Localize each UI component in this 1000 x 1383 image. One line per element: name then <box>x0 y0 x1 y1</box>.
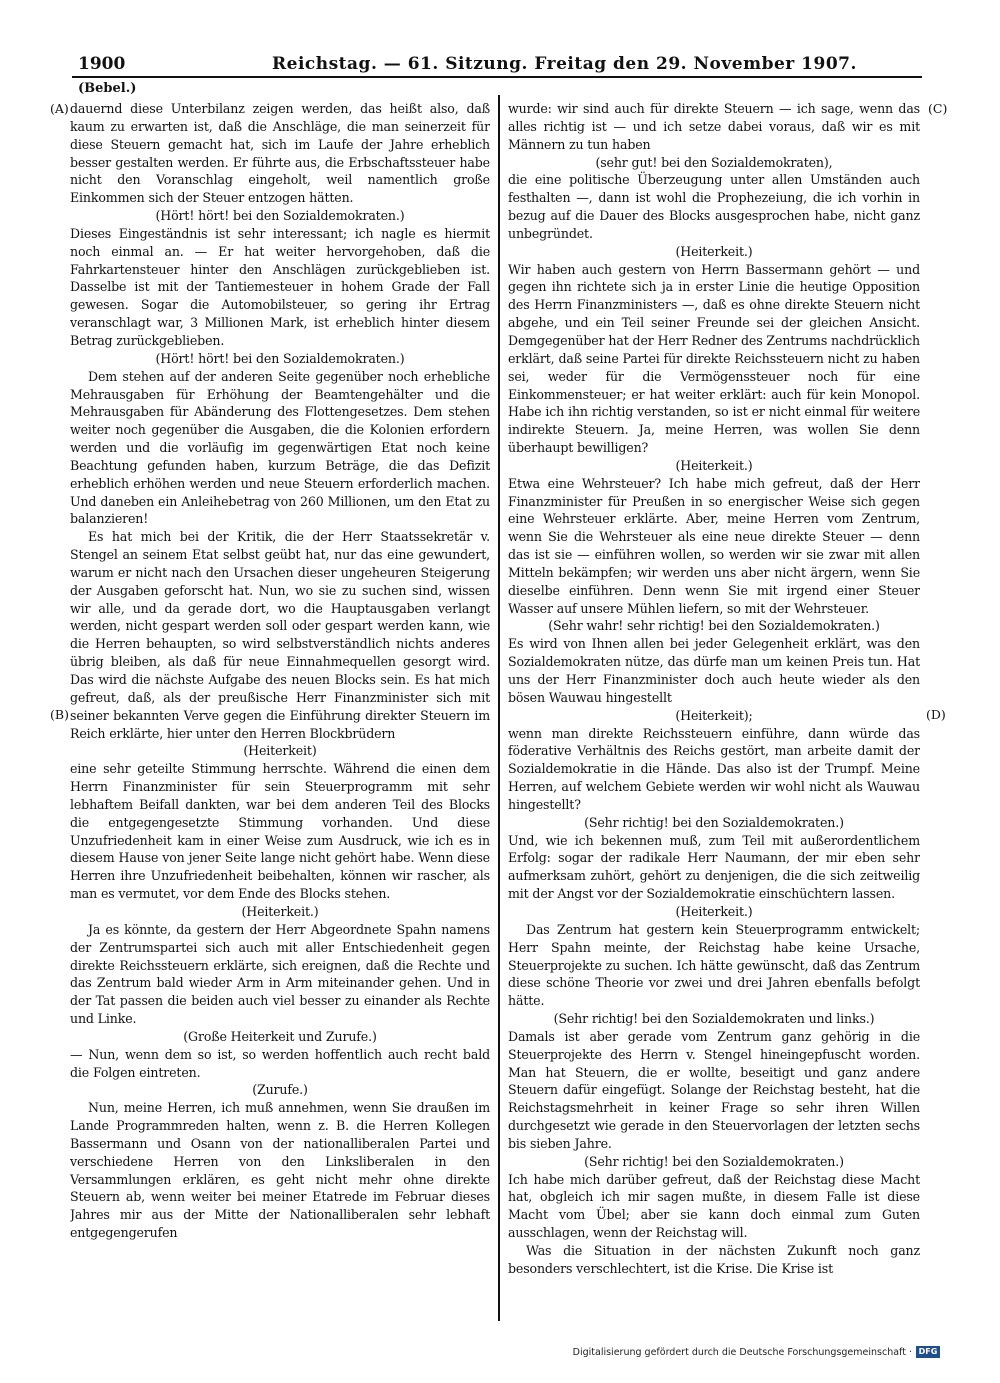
interjection: (Heiterkeit.) <box>675 243 753 259</box>
interjection: (Heiterkeit.) <box>675 903 753 919</box>
paragraph: Ich habe mich darüber gefreut, daß der Reichstag diese Macht hat, obgleich ich mir sagen mußte, in diesem Falle ist diese Macht vom Übel; aber sie kann doch einmal zum Guten ausschlagen, wenn der Reichstag will. <box>508 1171 920 1241</box>
paragraph: eine sehr geteilte Stimmung herrschte. Während die einen dem Herrn Finanzminister für sein Steuerprogramm mit sehr lebhaftem Beifall dankten, war bei dem anderen Teil des Blocks die entgegengesetzte Stimmung vorhanden. Und diese Unzufriedenheit kam in einer Weise zum Ausdruck, wie ich es in diesem Hause von jener Seite lange nicht gehört habe. Wenn diese Herren ihre Unzufriedenheit beibehalten, können wir rascher, als man es vermutet, vor dem Ende des Blocks stehen. <box>70 761 490 902</box>
left-column <box>70 100 490 1317</box>
paragraph: — Nun, wenn dem so ist, so werden hoffentlich auch recht bald die Folgen eintreten. <box>70 1046 490 1080</box>
paragraph: Damals ist aber gerade vom Zentrum ganz gehörig in die Steuerprojekte des Herrn v. Stengel hineingepfuscht worden. Man hat Steuern, die er wollte, beseitigt und ganz andere Steuern dafür eingefügt. Solange der Reichstag besteht, hat die Reichstagsmehrheit in keiner Frage so sehr ihren Willen durchgesetzt wie gerade in den Steuervorlagen der letzten sechs bis sieben Jahre. <box>508 1028 920 1151</box>
paragraph: Dem stehen auf der anderen Seite gegenüber noch erhebliche Mehrausgaben für Erhöhung der Beamtengehälter und die Mehrausgaben für Abänderung des Flottengesetzes. Dem stehen weiter noch gegenüber die Ausgaben, die die Kolonien erfordern werden und die vorläufig im gegenwärtigen Etat noch keine Beachtung gefunden haben, kurzum Beträge, die das Defizit erheblich erhöhen werden und neue Steuern erforderlich machen. Und daneben ein Anleihebetrag von 260 Millionen, um den Etat zu balanzieren! <box>70 368 490 527</box>
paragraph: dauernd diese Unterbilanz zeigen werden, das heißt also, daß kaum zu erwarten ist, daß die Anschläge, die man seinerzeit für diese Steuern gemacht hat, sich im Laufe der Jahre erheblich besser gestalten werden. Er führte aus, die Erbschaftssteuer habe nicht den Voranschlag eingeholt, weil namentlich große Einkommen sich der Steuer entzogen hätten. <box>70 101 490 206</box>
paragraph: Es hat mich bei der Kritik, die der Herr Staatssekretär v. Stengel an seinem Etat selbst geübt hat, nur das eine gewundert, warum er nicht nach den Ursachen dieser ungeheuren Steigerung der Ausgaben geforscht hat. Nun, wo sie zu suchen sind, wissen wir alle, und da gerade dort, wo die Hauptausgaben verlangt werden, nicht gespart werden soll oder gespart werden kann, wie die Herren behaupten, so wird selbstverständlich nichts anderes übrig bleiben, als daß für neue Einnahmequellen gesorgt wird. Das wird die nächste Aufgabe des neuen Blocks sein. Es hat mich gefreut, daß, als der preußische Herr Finanzminister sich mit seiner bekannten Verve gegen die Einführung direkter Steuern im Reich erklärte, hier unter den Herren Blockbrüdern <box>70 529 490 741</box>
interjection: (Große Heiterkeit und Zurufe.) <box>183 1028 377 1044</box>
footer-text: Digitalisierung gefördert durch die Deutsche Forschungsgemeinschaft · <box>572 1346 912 1358</box>
speaker-label: (Bebel.) <box>78 81 137 96</box>
paragraph: Etwa eine Wehrsteuer? Ich habe mich gefreut, daß der Herr Finanzminister für Preußen in so energischer Weise sich gegen eine Wehrsteuer erklärte. Aber, meine Herren vom Zentrum, wenn Sie die Wehrsteuer als eine neue direkte Steuer — denn das ist sie — einführen wollen, so werden wir sie zwar mit allen Mitteln bekämpfen; wir werden uns aber nicht ärgern, wenn Sie dieselbe einführen. Denn wenn Sie mit irgend einer Steuer Wasser auf unsere Mühlen liefern, so mit der Wehrsteuer. <box>508 475 920 616</box>
paragraph: Dieses Eingeständnis ist sehr interessant; ich nagle es hiermit noch einmal an. — Er hat weiter hervorgehoben, daß die Fahrkartensteuer hinter den Anschlägen zurückgeblieben ist. Dasselbe ist mit der Tantiemesteuer in hohem Grade der Fall gewesen. Sogar die Automobilsteuer, so gering ihr Ertrag veranschlagt war, 3 Millionen Mark, ist erheblich hinter diesem Betrag zurückgeblieben. <box>70 225 490 348</box>
interjection: (Sehr richtig! bei den Sozialdemokraten.) <box>584 1153 844 1169</box>
paragraph: Was die Situation in der nächsten Zukunft noch ganz besonders verschlechtert, ist die Krise. Die Krise ist <box>508 1243 920 1276</box>
margin-marker-d: (D) <box>926 707 946 722</box>
margin-marker-b: (B) <box>50 707 69 722</box>
interjection: (Sehr richtig! bei den Sozialdemokraten.) <box>584 814 844 830</box>
interjection: (Heiterkeit.) <box>675 457 753 473</box>
interjection: (Sehr richtig! bei den Sozialdemokraten und links.) <box>553 1011 875 1027</box>
paragraph: Das Zentrum hat gestern kein Steuerprogramm entwickelt; Herr Spahn meinte, der Reichstag habe keine Ursache, Steuerprojekte zu suchen. Ich hätte gewünscht, daß das Zentrum diese schöne Theorie vor zwei und drei Jahren ebenfalls befolgt hätte. <box>508 921 920 1009</box>
interjection: (Hört! hört! bei den Sozialdemokraten.) <box>155 350 405 366</box>
interjection: (sehr gut! bei den Sozialdemokraten), <box>595 154 833 170</box>
margin-marker-c: (C) <box>928 101 948 116</box>
footer <box>573 1346 940 1358</box>
paragraph: Es wird von Ihnen allen bei jeder Gelegenheit erklärt, was den Sozialdemokraten nütze, das dürfe man um keinen Preis tun. Hat uns der Herr Finanzminister doch auch heute wieder als den bösen Wauwau hingestellt <box>508 636 920 705</box>
page-title: Reichstag. — 61. Sitzung. Freitag den 29. November 1907. <box>272 54 857 74</box>
interjection: (Heiterkeit.) <box>241 903 319 919</box>
paragraph: Nun, meine Herren, ich muß annehmen, wenn Sie draußen im Lande Programmreden halten, wenn z. B. die Herren Kollegen Bassermann und Osann von der nationalliberalen Partei und verschiedene Herren von den Linksliberalen in den Versammlungen erklären, es geht nicht mehr ohne direkte Steuern ab, wenn weiter bei meiner Etatrede im Februar dieses Jahres mir aus der Mitte der Nationalliberalen sehr lebhaft entgegengerufen <box>70 1100 490 1241</box>
paragraph: Wir haben auch gestern von Herrn Bassermann gehört — und gegen ihn richtete sich ja in erster Linie die heutige Opposition des Herrn Finanzministers —, daß es ohne direkte Steuern nicht abgehe, und ein Teil seiner Freunde sei der gleichen Ansicht. Demgegenüber hat der Herr Redner des Zentrums nachdrücklich erklärt, daß seine Partei für direkte Reichssteuern nicht zu haben sei, weder für die Vermögenssteuer noch für eine Einkommensteuer; er hat weiter erklärt: auch für kein Monopol. Habe ich ihn richtig verstanden, so ist er nicht einmal für weitere indirekte Steuern. Ja, meine Herren, was wollen Sie denn überhaupt bewilligen? <box>508 261 920 456</box>
interjection: (Heiterkeit) <box>243 743 317 759</box>
page-number: 1900 <box>78 54 126 74</box>
interjection: (Sehr wahr! sehr richtig! bei den Sozialdemokraten.) <box>548 618 880 634</box>
margin-marker-a: (A) <box>50 101 69 116</box>
right-column <box>508 100 920 1317</box>
paragraph: wenn man direkte Reichssteuern einführe, dann würde das föderative Verhältnis des Reichs gestört, man arbeite damit der Sozialdemokratie in die Hände. Das also ist der Trumpf. Meine Herren, auf welchem Gebiete werden wir wohl nicht als Wauwau hingestellt? <box>508 725 920 812</box>
paragraph: Ja es könnte, da gestern der Herr Abgeordnete Spahn namens der Zentrumspartei sich auch mit aller Entschiedenheit gegen direkte Reichssteuern erklärte, sich ereignen, daß die Rechte und das Zentrum bald wieder Arm in Arm miteinander gehen. Und in der Tat passen die beiden auch viel besser zu einander als Rechte und Linke. <box>70 921 490 1027</box>
dfg-logo-icon: DFG <box>916 1346 940 1358</box>
paragraph: die eine politische Überzeugung unter allen Umständen auch festhalten —, dann ist wohl die Prophezeiung, die ich vorhin in bezug auf die Dauer des Blocks ausgesprochen habe, nicht ganz unbegründet. <box>508 172 920 241</box>
interjection: (Heiterkeit); <box>675 707 753 723</box>
interjection: (Zurufe.) <box>252 1082 308 1098</box>
column-divider <box>498 95 500 1321</box>
interjection: (Hört! hört! bei den Sozialdemokraten.) <box>155 208 405 224</box>
paragraph: wurde: wir sind auch für direkte Steuern — ich sage, wenn das alles richtig ist — und ich setze dabei voraus, daß wir es mit Männern zu tun haben <box>508 101 920 152</box>
paragraph: Und, wie ich bekennen muß, zum Teil mit außerordentlichem Erfolg: sogar der radikale Herr Naumann, der mir eben sehr aufmerksam zuhört, gehört zu denjenigen, die die sich zeitweilig mit der Angst vor der Sozialdemokratie einschüchtern lassen. <box>508 832 920 902</box>
page-header <box>72 52 922 78</box>
